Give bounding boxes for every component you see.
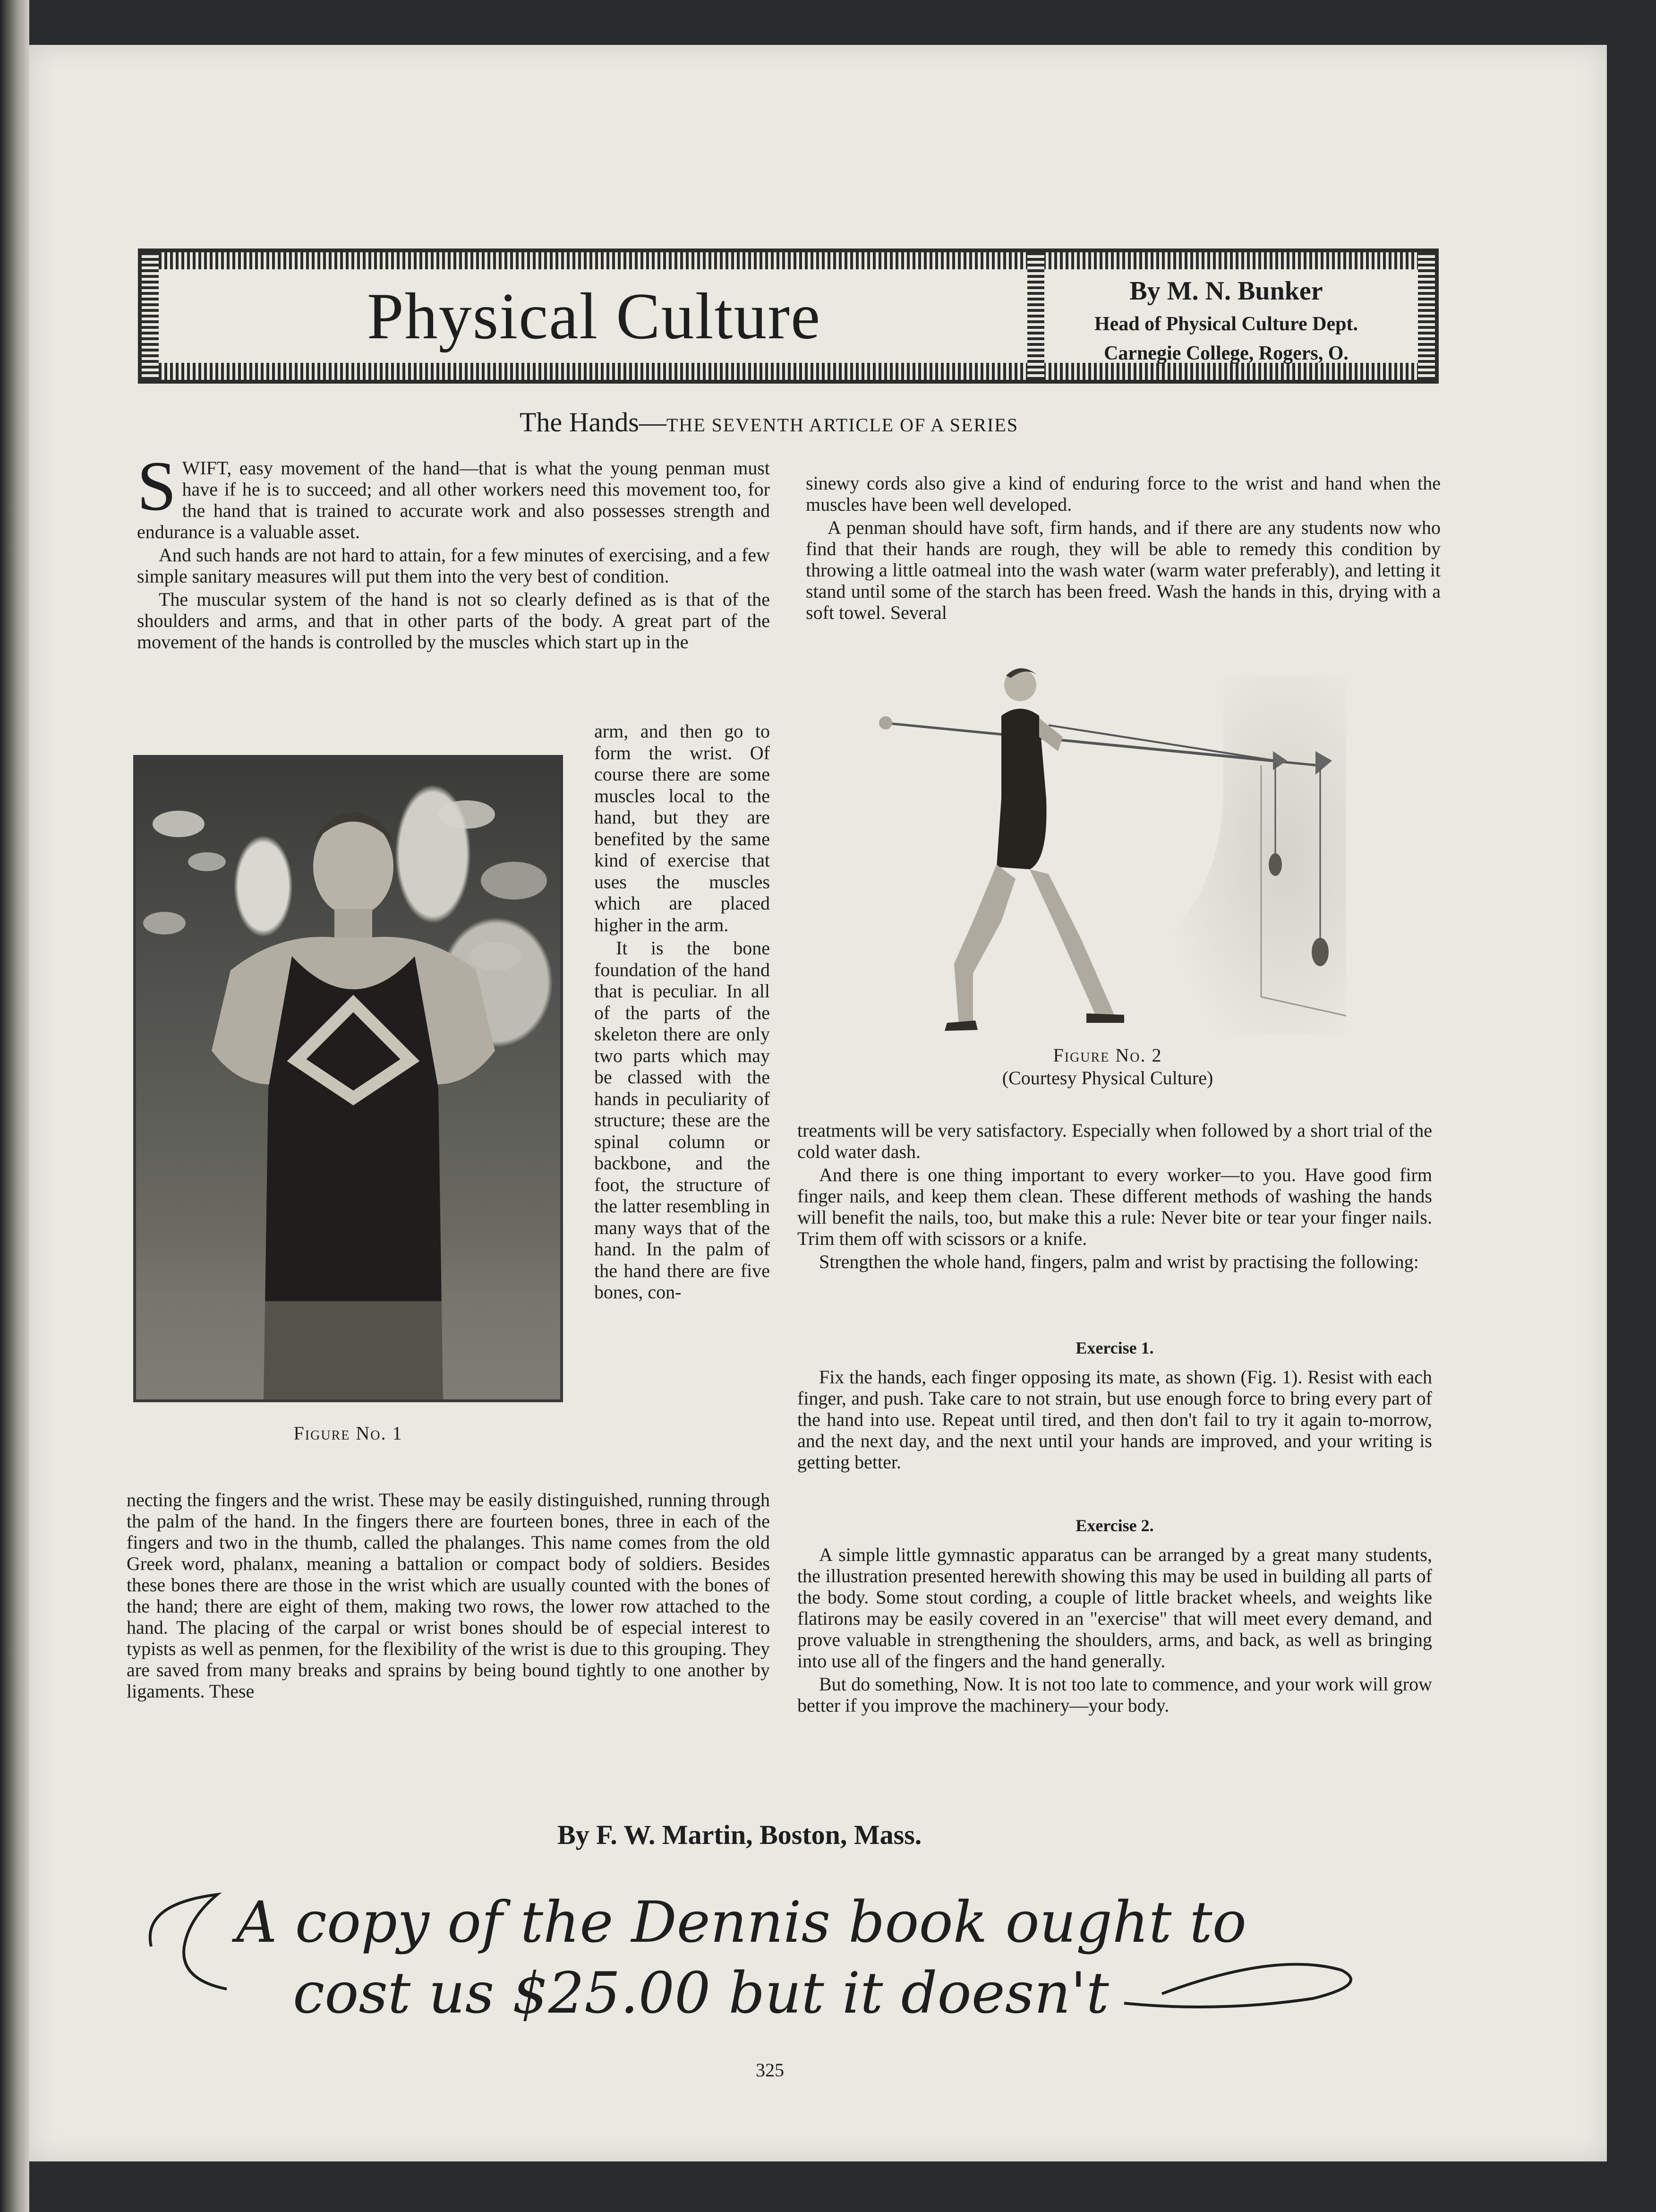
figure-2-credit: (Courtesy Physical Culture) bbox=[1002, 1067, 1213, 1089]
script-line-1: A copy of the Dennis book ought to bbox=[236, 1890, 1247, 1955]
right-paragraph-5: Strengthen the whole hand, fingers, palm and wrist by practising the following: bbox=[819, 1251, 1419, 1272]
header-border-bottom bbox=[142, 363, 1435, 380]
paragraph-intro: WIFT, easy movement of the hand—that is what the young penman must have if he is to succeed; and all other workers need this movement too, for the hand that is trained to accurate work and also possesses strength and endurance is a valuable asset. bbox=[137, 457, 770, 542]
page-number: 325 bbox=[756, 2059, 784, 2081]
subtitle-series: THE SEVENTH ARTICLE OF A SERIES bbox=[666, 414, 1019, 436]
figure-1-photo bbox=[133, 755, 563, 1402]
figure-1-caption: Figure No. 1 bbox=[293, 1423, 403, 1444]
article-title: Physical Culture bbox=[367, 279, 821, 353]
header-divider bbox=[1027, 252, 1044, 380]
figure-2-caption: Figure No. 2 bbox=[1053, 1045, 1162, 1066]
book-spine bbox=[0, 0, 29, 2212]
author-position-2: Carnegie College, Rogers, O. bbox=[1104, 343, 1349, 364]
right-paragraph-4: And there is one thing important to every worker—to you. Have good firm finger nails, and keep them clean. These different methods of washing the hands will benefit the nails, too, but make this a rule: Never bite or tear your finger nails. Trim them off with scissors or a knife. bbox=[797, 1164, 1432, 1249]
paragraph-2: And such hands are not hard to attain, for a few minutes of exercising, and a few simple sanitary measures will put them into the very best of condition. bbox=[137, 544, 770, 587]
paragraph-4: It is the bone foundation of the hand that is peculiar. In all of the parts of the skeleton there are only two parts which may be classed with the hands in peculiarity of structure; these are the spinal column or backbone, and the foot, the structure of the latter resembling in many ways that of the hand. In the palm of the hand there are five bones, con- bbox=[594, 937, 770, 1303]
author-block bbox=[1044, 276, 1408, 365]
ad-byline: By F. W. Martin, Boston, Mass. bbox=[557, 1819, 922, 1850]
right-column-top bbox=[806, 472, 1441, 625]
header-border-top bbox=[142, 252, 1435, 269]
right-column-bottom bbox=[797, 1120, 1432, 1274]
pulley-exercise-illustration bbox=[860, 657, 1356, 1035]
penmanship-script-ad bbox=[132, 1876, 1445, 2027]
exercise-2-title: Exercise 2. bbox=[1076, 1516, 1154, 1535]
paragraph-4-continued: necting the fingers and the wrist. These may be easily distinguished, running through the palm of the hand. In the fingers there are fourteen bones, three in each of the fingers and two in the thumb, called the phalanges. This name comes from the old Greek word, phalanx, meaning a battalion or compact body of soldiers. Besides these bones there are those in the wrist which are usually counted with the bones of the hand; there are eight of them, making two rows, the lower row attached to the hand. The placing of the carpal or wrist bones should be of especial interest to typists as well as penmen, for the flexibility of the wrist is due to this grouping. They are saved from many breaks and sprains by being bound tightly to one another by ligaments. These bbox=[127, 1489, 770, 1702]
exercise-1-text: Fix the hands, each finger opposing its mate, as shown (Fig. 1). Resist with each finger, and push. Take care to not strain, but use enough force to bring every part of the hand into use. Repeat until tired, and then don't fail to try it again to-morrow, and the next day, and the next until your hands are improved, and your writing is getting better. bbox=[797, 1366, 1432, 1473]
athlete-hands-illustration bbox=[136, 758, 560, 1399]
script-line-2: cost us $25.00 but it doesn't bbox=[293, 1961, 1109, 2026]
author-name: By M. N. Bunker bbox=[1129, 276, 1323, 306]
author-position-1: Head of Physical Culture Dept. bbox=[1094, 313, 1358, 335]
subtitle-main: The Hands— bbox=[520, 407, 666, 437]
header-border-right bbox=[1418, 252, 1435, 380]
exercise-1-title: Exercise 1. bbox=[1076, 1338, 1154, 1357]
exercise-1-body bbox=[797, 1366, 1432, 1475]
header-border-left bbox=[142, 252, 159, 380]
left-column-bottom bbox=[127, 1489, 770, 1704]
article-header-box bbox=[138, 249, 1439, 384]
left-column-top bbox=[137, 447, 770, 654]
article-subtitle bbox=[520, 406, 1018, 438]
figure-2-illustration bbox=[860, 657, 1356, 1035]
paragraph-3: The muscular system of the hand is not so clearly defined as is that of the shoulders and arms, and that in other parts of the body. A great part of the movement of the hands is controlled by the muscles which start up in the bbox=[137, 589, 770, 652]
left-column-narrow bbox=[594, 720, 770, 1305]
right-paragraph-6: But do something, Now. It is not too late to commence, and your work will grow better if you improve the machinery—your body. bbox=[797, 1673, 1432, 1716]
right-paragraph-1: sinewy cords also give a kind of enduring force to the wrist and hand when the muscles have been well developed. bbox=[806, 472, 1441, 515]
exercise-2-body bbox=[797, 1544, 1432, 1718]
drop-cap: S bbox=[137, 447, 177, 525]
exercise-2-text: A simple little gymnastic apparatus can be arranged by a great many students, the illustration presented herewith showing this may be used in building all parts of the body. Some stout cording, a couple of little bracket wheels, and weights like flatirons may be easily covered in an "exercise" that will meet every demand, and prove valuable in strengthening the shoulders, arms, and back, as well as bringing into use all of the fingers and the hand generally. bbox=[797, 1544, 1432, 1672]
right-paragraph-3: treatments will be very satisfactory. Especially when followed by a short trial of the cold water dash. bbox=[797, 1120, 1432, 1162]
right-paragraph-2: A penman should have soft, firm hands, and if there are any students now who find that their hands are rough, they will be able to remedy this condition by throwing a little oatmeal into the wash water (warm water preferably), and letting it stand until some of the starch has been freed. Wash the hands in this, drying with a soft towel. Several bbox=[806, 517, 1441, 623]
paragraph-3-continued: arm, and then go to form the wrist. Of course there are some muscles local to the hand, but they are benefited by the same kind of exercise that uses the muscles which are placed higher in the arm. bbox=[594, 720, 770, 935]
